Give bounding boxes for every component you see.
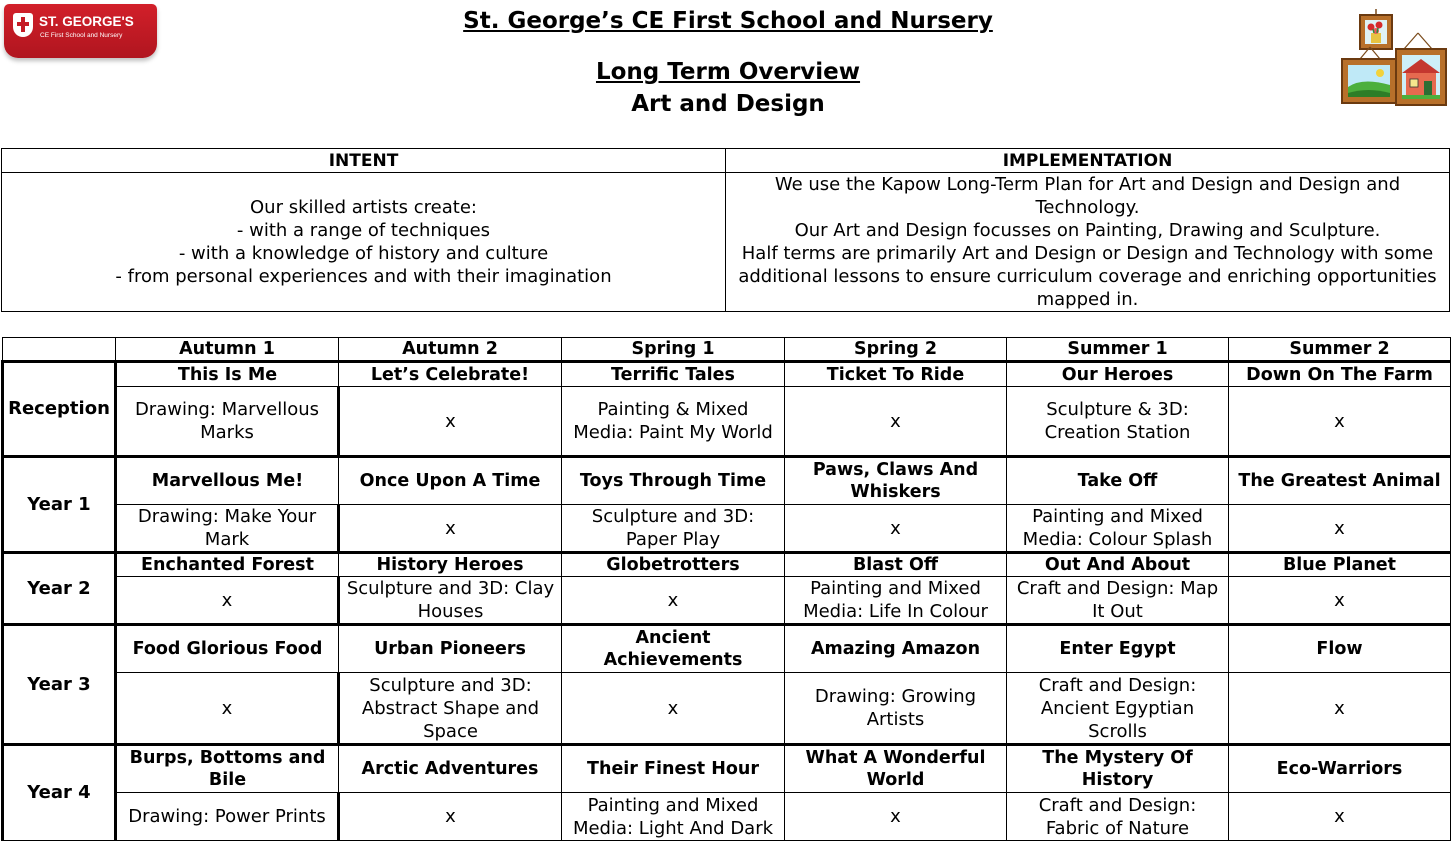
term-header-spring-1: Spring 1 — [562, 338, 785, 362]
intent-heading: INTENT — [2, 149, 726, 173]
topic-title: Burps, Bottoms and Bile — [116, 745, 339, 793]
topic-title: Their Finest Hour — [562, 745, 785, 793]
topic-title: Terrific Tales — [562, 362, 785, 387]
curriculum-plan-table — [1, 337, 1451, 841]
art-unit: Painting and Mixed Media: Light And Dark — [562, 793, 785, 841]
art-unit: Sculpture and 3D: Abstract Shape and Space — [339, 673, 562, 745]
art-unit: Craft and Design: Map It Out — [1007, 577, 1229, 625]
intent-text — [2, 173, 726, 312]
term-header-summer-2: Summer 2 — [1229, 338, 1451, 362]
term-header-autumn-1: Autumn 1 — [116, 338, 339, 362]
art-unit: x — [339, 793, 562, 841]
art-unit: Painting & Mixed Media: Paint My World — [562, 387, 785, 457]
art-unit: x — [562, 673, 785, 745]
topic-title: History Heroes — [339, 553, 562, 577]
topic-title: Paws, Claws And Whiskers — [785, 457, 1007, 505]
art-unit: x — [339, 387, 562, 457]
implementation-text — [726, 173, 1450, 312]
topic-title: Down On The Farm — [1229, 362, 1451, 387]
intent-implementation-table — [1, 148, 1450, 312]
school-title: St. George’s CE First School and Nursery — [463, 8, 993, 34]
year-label-year-4: Year 4 — [3, 745, 116, 841]
art-unit: x — [1229, 673, 1451, 745]
document-title: Long Term Overview — [595, 59, 861, 85]
topic-title: Blast Off — [785, 553, 1007, 577]
topic-title: Once Upon A Time — [339, 457, 562, 505]
topic-title: Flow — [1229, 625, 1451, 673]
art-unit: Painting and Mixed Media: Life In Colour — [785, 577, 1007, 625]
topic-title: Urban Pioneers — [339, 625, 562, 673]
corner-cell — [3, 338, 116, 362]
art-unit: Craft and Design: Fabric of Nature — [1007, 793, 1229, 841]
topic-title: What A Wonderful World — [785, 745, 1007, 793]
art-unit: x — [1229, 387, 1451, 457]
art-unit: x — [116, 577, 339, 625]
art-unit: x — [785, 505, 1007, 553]
topic-title: Arctic Adventures — [339, 745, 562, 793]
art-unit: x — [785, 793, 1007, 841]
art-unit: Sculpture and 3D: Paper Play — [562, 505, 785, 553]
art-unit: Drawing: Make Your Mark — [116, 505, 339, 553]
art-unit: Drawing: Growing Artists — [785, 673, 1007, 745]
topic-title: Marvellous Me! — [116, 457, 339, 505]
intent-line: - with a range of techniques — [236, 220, 491, 241]
art-unit: x — [1229, 793, 1451, 841]
topic-title: Blue Planet — [1229, 553, 1451, 577]
year-label-year-3: Year 3 — [3, 625, 116, 745]
year-label-year-1: Year 1 — [3, 457, 116, 553]
art-unit: x — [339, 505, 562, 553]
topic-title: Food Glorious Food — [116, 625, 339, 673]
art-unit: Drawing: Power Prints — [116, 793, 339, 841]
topic-title: Globetrotters — [562, 553, 785, 577]
picture-frames-icon — [1340, 7, 1450, 109]
topic-title: The Greatest Animal — [1229, 457, 1451, 505]
art-unit: x — [1229, 577, 1451, 625]
topic-title: Ticket To Ride — [785, 362, 1007, 387]
art-unit: x — [785, 387, 1007, 457]
implementation-line: We use the Kapow Long-Term Plan for Art and Design and Design and Technology. — [774, 174, 1401, 218]
term-header-spring-2: Spring 2 — [785, 338, 1007, 362]
topic-title: Enchanted Forest — [116, 553, 339, 577]
topic-title: Our Heroes — [1007, 362, 1229, 387]
art-unit: x — [562, 577, 785, 625]
topic-title: Toys Through Time — [562, 457, 785, 505]
topic-title: Eco-Warriors — [1229, 745, 1451, 793]
term-header-summer-1: Summer 1 — [1007, 338, 1229, 362]
implementation-heading: IMPLEMENTATION — [726, 149, 1450, 173]
topic-title: This Is Me — [116, 362, 339, 387]
art-unit: x — [1229, 505, 1451, 553]
implementation-line: Half terms are primarily Art and Design or Design and Technology with some additional lessons to ensure curriculum coverage and enriching opportunities mapped in. — [738, 243, 1437, 310]
art-unit: Sculpture and 3D: Clay Houses — [339, 577, 562, 625]
art-unit: Painting and Mixed Media: Colour Splash — [1007, 505, 1229, 553]
year-label-year-2: Year 2 — [3, 553, 116, 625]
logo-school-subtitle: CE First School and Nursery — [40, 32, 123, 39]
implementation-line: Our Art and Design focusses on Painting, Drawing and Sculpture. — [794, 220, 1381, 241]
term-header-autumn-2: Autumn 2 — [339, 338, 562, 362]
logo-school-name: ST. GEORGE'S — [39, 14, 134, 29]
art-unit: x — [116, 673, 339, 745]
topic-title: The Mystery Of History — [1007, 745, 1229, 793]
intent-line: Our skilled artists create: — [250, 197, 477, 218]
topic-title: Take Off — [1007, 457, 1229, 505]
art-unit: Sculpture & 3D: Creation Station — [1007, 387, 1229, 457]
topic-title: Let’s Celebrate! — [339, 362, 562, 387]
topic-title: Amazing Amazon — [785, 625, 1007, 673]
year-label-reception: Reception — [3, 362, 116, 457]
intent-line: - from personal experiences and with their imagination — [115, 266, 612, 287]
topic-title: Enter Egypt — [1007, 625, 1229, 673]
topic-title: Ancient Achievements — [562, 625, 785, 673]
art-unit: Drawing: Marvellous Marks — [116, 387, 339, 457]
topic-title: Out And About — [1007, 553, 1229, 577]
art-unit: Craft and Design: Ancient Egyptian Scrolls — [1007, 673, 1229, 745]
subject-title: Art and Design — [631, 91, 825, 117]
intent-line: - with a knowledge of history and culture — [178, 243, 549, 264]
